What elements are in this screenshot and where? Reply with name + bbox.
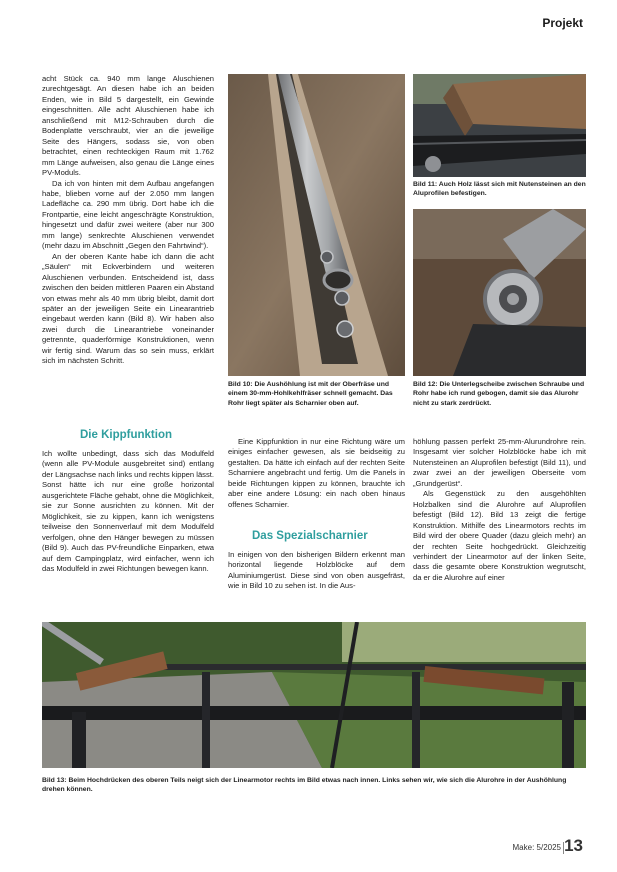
- section-heading-kippfunktion: Die Kippfunktion: [80, 429, 172, 441]
- photo-bild-11: [413, 74, 586, 177]
- section-label: Projekt: [542, 16, 583, 30]
- paragraph: Da ich von hinten mit dem Aufbau angefangen habe, blieben vorne auf der 2.050 mm langen Ladefläche ca. 290 mm übrig. Dort habe ich die Frontpartie, eine leicht angeschrägte Konstruktion, hingesetzt und dafür zwei weitere (aber nur 300 mm lange) senkrechte Aluschienen verwendet (mehr dazu im Abschnitt „Gegen den Fahrtwind“).: [42, 178, 214, 251]
- paragraph: acht Stück ca. 940 mm lange Aluschienen zurechtgesägt. An diesen habe ich an beiden Enden, wie in Bild 5 dargestellt, ein Gewinde eingeschnitten. Alle acht Aluschienen habe ich anschließend mit M12-Schrauben durch die Bodenplatte verschraubt, vier an die jeweilige Seite des Hängers, sodass sie, von oben betrachtet, einen rechteckigen Raum mit 1.762 mm Länge aufweisen, also genau die Länge eines PV-Moduls.: [42, 74, 214, 178]
- article-column-2b: [228, 550, 405, 592]
- article-column-2: [228, 437, 405, 510]
- page-number: 13: [564, 836, 583, 855]
- paragraph: In einigen von den bisherigen Bildern erkennt man horizontal liegende Holzblöcke auf dem Aluminiumgerüst. Diese sind von oben ausgefräst, wie in Bild 10 zu sehen ist. In die Aus-: [228, 550, 405, 591]
- section-heading-spezialscharnier: Das Spezialscharnier: [252, 530, 368, 542]
- caption-bild-10: Bild 10: Die Aushöhlung ist mit der Oberfräse und einem 30-mm-Hohlkehlfräser schnell gemacht. Das Rohr liegt später als Scharnier oben auf.: [228, 381, 393, 407]
- paragraph: höhlung passen perfekt 25-mm-Alurundrohre rein. Insgesamt vier solcher Holzblöcke habe ich mit Nutensteinen an Aluprofilen befestigt (Bild 11), und zwar zwei an der jeweiligen Oberseite vom „Grundgerüst“.: [413, 437, 586, 488]
- article-column-1b: [42, 449, 214, 574]
- paragraph: Eine Kippfunktion in nur eine Richtung wäre um einiges einfacher gewesen, als sie beidseitig zu gestalten. Da hätte ich einfach auf der rechten Seite Scharniere angebracht und fertig. Um die Panels in beide Richtungen kippen zu können, brauchte ich aber eine andere Lösung: ein nach oben hinaus offenes Scharnier.: [228, 437, 405, 509]
- magazine-issue: Make: 5/2025: [512, 843, 561, 852]
- caption-bild-12: Bild 12: Die Unterlegscheibe zwischen Schraube und Rohr habe ich rund gebogen, damit sie das Alurohr nicht zu stark zerdrückt.: [413, 381, 585, 407]
- photo-bild-12: [413, 209, 586, 376]
- paragraph: An der oberen Kante habe ich dann die acht „Säulen“ mit Eckverbindern und weiteren Aluschienen verbunden. Entscheidend ist, dass zwischen den beiden mittleren Paaren ein Abstand von etwas mehr als 40 mm übrig bleibt, damit dort später an der jeweiligen Seite ein Linearantrieb eingebaut werden kann (Bild 8). Wir haben also zwei durch die Linearantriebe voneinander getrennte, quaderförmige Konstruktionen, wenn wir fertig sind. Warum das so sein muss, erklärt sich im nächsten Schritt.: [42, 251, 214, 366]
- caption-bild-11: Bild 11: Auch Holz lässt sich mit Nutensteinen an den Aluprofilen befestigen.: [413, 181, 586, 198]
- photo-bild-13: [42, 622, 586, 768]
- paragraph: Ich wollte unbedingt, dass sich das Modulfeld (wenn alle PV-Module ausgebreitet sind) entlang der Längsachse nach links und rechts kippen lässt. Sonst hätte ich nur eine große horizontal ausgerichtete Fläche gehabt, ohne die Möglichkeit, sie zur Sonne ausrichten zu können. Mit der Möglichkeit, sie zu kippen, kann ich wenigstens teilweise den Sonnenverlauf mit dem Modulfeld verfolgen, ohne den Hänger bewegen zu müssen (Bild 9). Auch das PV-freundliche Einparken, etwa auf dem Campingplatz, wird einfacher, wenn ich das Modulfeld in zwei Richtungen bewegen kann.: [42, 449, 214, 573]
- article-column-3: [413, 437, 586, 583]
- paragraph: Als Gegenstück zu den ausgehöhlten Holzbalken sind die Alurohre auf Aluprofilen befestigt (Bild 12). Bild 13 zeigt die fertige Konstruktion. Mithilfe des Linearmotors rechts im Bild wird der obere Quader (dazu gleich mehr) an der rechten Seite hochgedrückt. Gleichzeitig verhindert der Linearmotor auf der linken Seite, dass die gesamte obere Konstruktion wegrutscht, da er die Alurohre auf einer: [413, 489, 586, 582]
- photo-bild-10: [228, 74, 405, 376]
- article-column-1: [42, 74, 214, 367]
- caption-bild-13: Bild 13: Beim Hochdrücken des oberen Teils neigt sich der Linearmotor rechts im Bild etwas nach innen. Links sehen wir, wie sich die Alurohre in der Aushöhlung drehen können.: [42, 777, 567, 794]
